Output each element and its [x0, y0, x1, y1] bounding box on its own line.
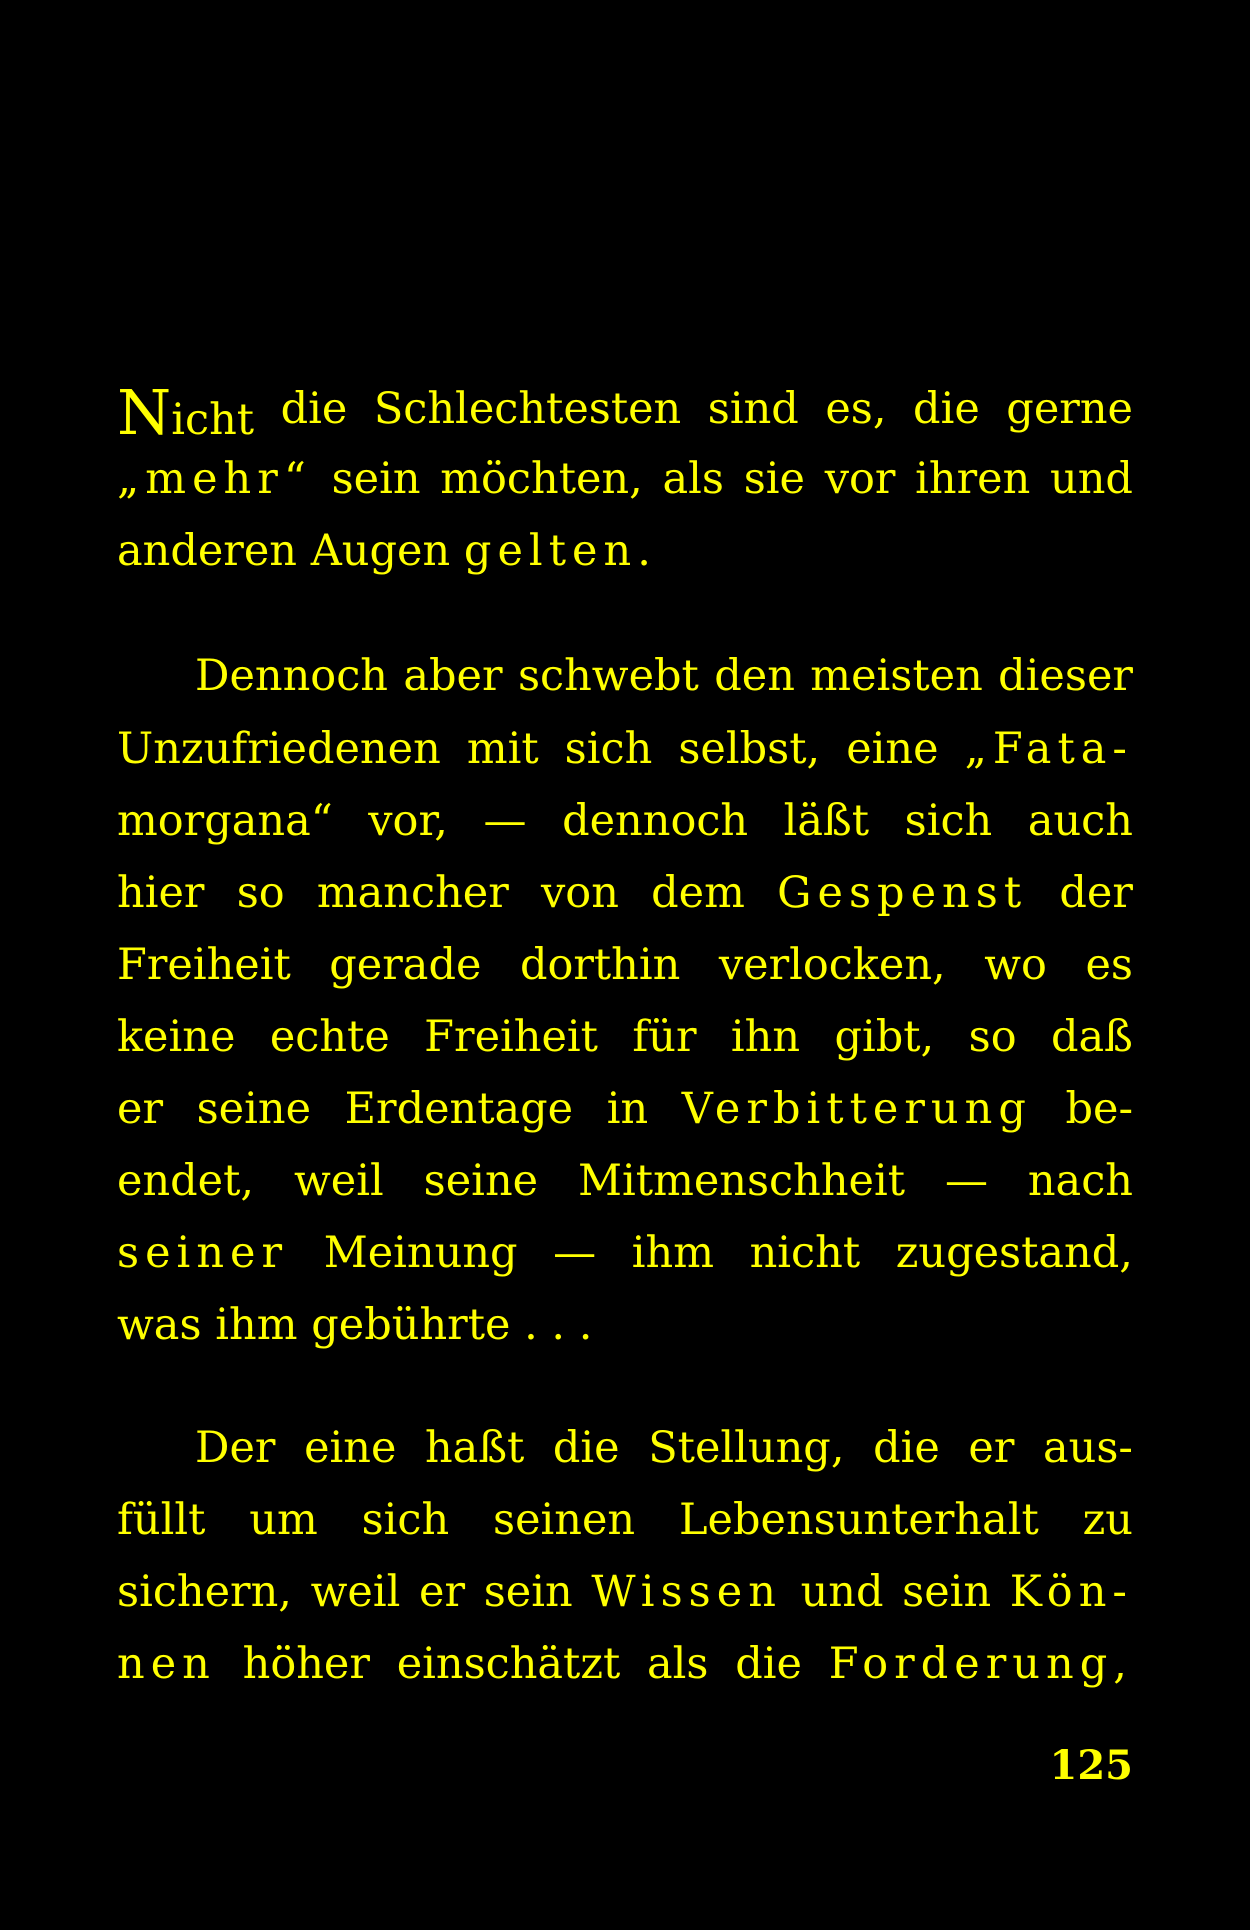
word: mancher [316, 868, 509, 918]
word: gebührte . . . [311, 1300, 593, 1350]
word: es, [825, 384, 887, 434]
text-line [117, 526, 1133, 576]
word: füllt [117, 1495, 206, 1545]
word: ihm [631, 1228, 714, 1278]
word: — [483, 796, 527, 846]
word: daß [1051, 1012, 1133, 1062]
word: Der [195, 1423, 276, 1473]
text-line [117, 1084, 1133, 1134]
word: echte [269, 1012, 390, 1062]
word: Forderung, [828, 1639, 1133, 1689]
word: so [236, 868, 285, 918]
word: er [419, 1567, 466, 1617]
word: die [913, 384, 980, 434]
word: seine [423, 1156, 539, 1206]
word: Augen [310, 526, 451, 576]
word: hier [117, 868, 205, 918]
word: Gespenst [777, 868, 1028, 918]
word: den [714, 651, 795, 701]
text-line [117, 796, 1133, 846]
word: sein [902, 1567, 992, 1617]
word: ihn [730, 1012, 801, 1062]
word: er [968, 1423, 1015, 1473]
word: be- [1065, 1084, 1133, 1134]
word: dieser [998, 651, 1133, 701]
text-line [117, 1156, 1133, 1206]
word: einschätzt [396, 1639, 621, 1689]
word: vor, [368, 796, 448, 846]
word: selbst, [678, 724, 821, 774]
word: sich [564, 724, 653, 774]
word: keine [117, 1012, 236, 1062]
word: Dennoch [195, 651, 388, 701]
word: sich [361, 1495, 450, 1545]
text-line [117, 1639, 1133, 1689]
word: dorthin [519, 940, 681, 990]
word: zu [1082, 1495, 1133, 1545]
word: mit [466, 724, 539, 774]
word: gibt, [834, 1012, 935, 1062]
word: auch [1027, 796, 1133, 846]
word: Wissen [591, 1567, 782, 1617]
text-line [117, 1567, 1133, 1617]
word: als [662, 454, 724, 504]
drop-cap-letter: N [117, 376, 172, 449]
word: „mehr“ [117, 454, 312, 504]
word: er [117, 1084, 164, 1134]
word: der [1059, 868, 1133, 918]
word: zugestand, [895, 1228, 1133, 1278]
word: sie [743, 454, 805, 504]
word: so [968, 1012, 1017, 1062]
word: Erdentage [344, 1084, 574, 1134]
word: aber [403, 651, 503, 701]
word: wo [984, 940, 1047, 990]
word: und [1050, 454, 1133, 504]
word: gerne [1006, 384, 1133, 434]
text-line [117, 724, 1133, 774]
word: nach [1027, 1156, 1133, 1206]
text-line [195, 651, 1133, 701]
word: ihm [215, 1300, 298, 1350]
word: Freiheit [117, 940, 291, 990]
word: eine [846, 724, 939, 774]
word: läßt [783, 796, 870, 846]
word: Unzufriedenen [117, 724, 441, 774]
word: sein [331, 454, 421, 504]
word: nen [117, 1639, 216, 1689]
word-with-dropcap [117, 376, 255, 449]
word: seine [196, 1084, 312, 1134]
word: vor [824, 454, 896, 504]
word: in [606, 1084, 649, 1134]
word: Verbitterung [681, 1084, 1032, 1134]
word: als [647, 1639, 709, 1689]
word: anderen [117, 526, 297, 576]
word: gelten. [463, 526, 657, 576]
word: sich [904, 796, 993, 846]
word: sein [483, 1567, 573, 1617]
word: dennoch [562, 796, 749, 846]
word: schwebt [517, 651, 699, 701]
word: aus- [1042, 1423, 1133, 1473]
text-line [117, 454, 1133, 504]
word: von [541, 868, 619, 918]
word: möchten, [440, 454, 643, 504]
word: die [552, 1423, 620, 1473]
word: die [735, 1639, 802, 1689]
text-line [117, 868, 1133, 918]
word: die [873, 1423, 940, 1473]
word: verlocken, [718, 940, 946, 990]
word: dem [651, 868, 745, 918]
word: Lebensunterhalt [678, 1495, 1039, 1545]
text-line [117, 1228, 1133, 1278]
word: endet, [117, 1156, 255, 1206]
word: „Fata- [964, 724, 1133, 774]
word: was [117, 1300, 202, 1350]
word: Stellung, [648, 1423, 845, 1473]
word: Kön- [1009, 1567, 1133, 1617]
word: — [944, 1156, 988, 1206]
text-line [117, 1012, 1133, 1062]
word: Mitmenschheit [578, 1156, 906, 1206]
word: Freiheit [424, 1012, 598, 1062]
word: höher [242, 1639, 370, 1689]
word: haßt [424, 1423, 525, 1473]
word: weil [293, 1156, 384, 1206]
word: meisten [810, 651, 983, 701]
word: — [553, 1228, 597, 1278]
word: und [800, 1567, 884, 1617]
word: icht [171, 395, 255, 445]
word: die [280, 384, 348, 434]
word: eine [304, 1423, 397, 1473]
text-line [117, 376, 1133, 449]
text-line [117, 1495, 1133, 1545]
word: um [249, 1495, 318, 1545]
word: ihren [915, 454, 1031, 504]
text-line [117, 1300, 1133, 1350]
word: seiner [117, 1228, 289, 1278]
word: Schlechtesten [373, 384, 682, 434]
text-line [195, 1423, 1133, 1473]
word: sind [707, 384, 799, 434]
word: Meinung [323, 1228, 518, 1278]
word: weil [310, 1567, 401, 1617]
word: für [632, 1012, 697, 1062]
word: gerade [329, 940, 482, 990]
word: nicht [749, 1228, 861, 1278]
page-number: 125 [1049, 1742, 1133, 1789]
word: seinen [493, 1495, 636, 1545]
word: morgana“ [117, 796, 333, 846]
word: es [1085, 940, 1133, 990]
word: sichern, [117, 1567, 292, 1617]
text-line [117, 940, 1133, 990]
